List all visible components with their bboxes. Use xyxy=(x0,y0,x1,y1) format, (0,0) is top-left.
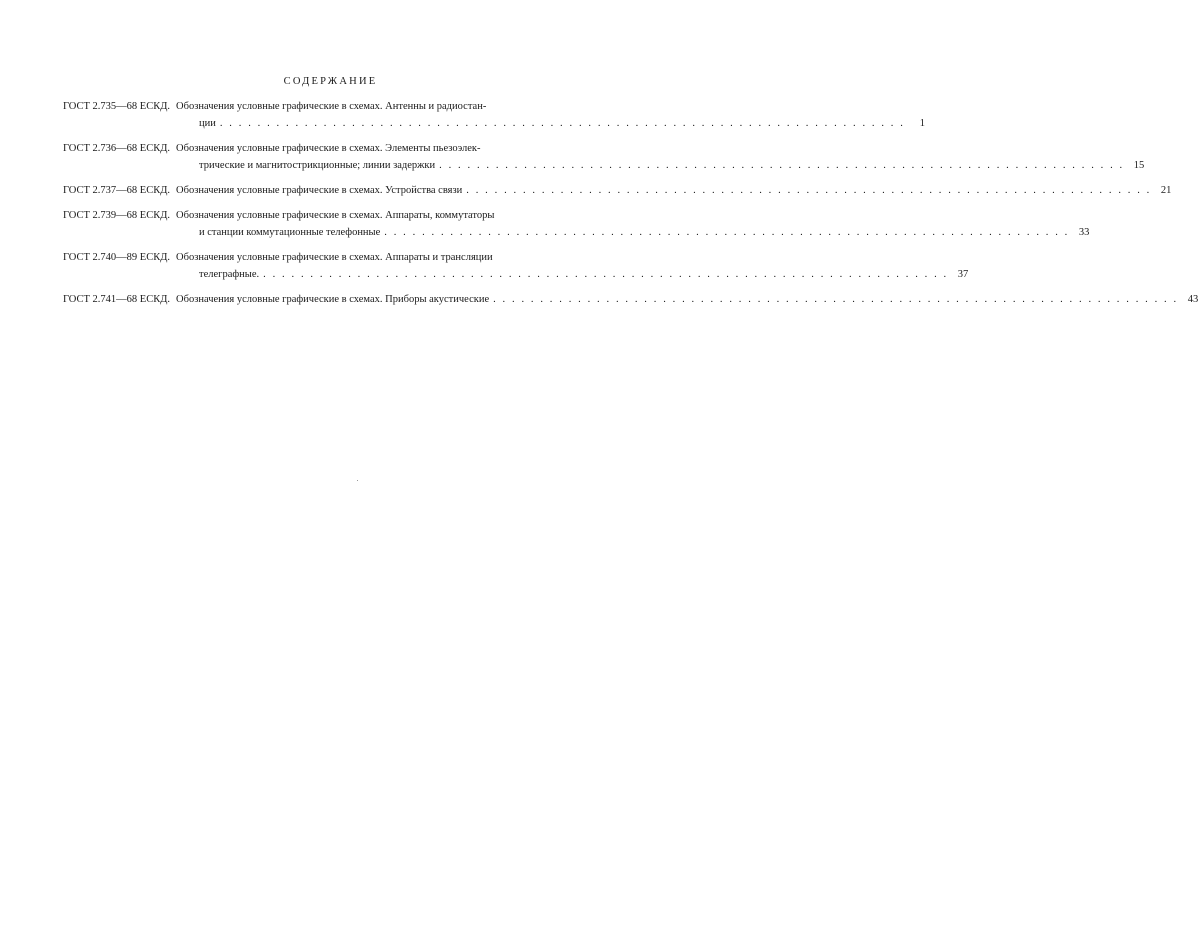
toc-entry-code: ГОСТ 2.741—68 ЕСКД. xyxy=(63,294,171,305)
dot-leader: . . . . . . . . . . . . . . . . . . . . . . . . . . . . . . . . . . . . . . . . . . . . . . . . . . . . . . . . . . . . . . . . . . . . . . . . . xyxy=(493,294,1179,305)
toc-entry-code: ГОСТ 2.739—68 ЕСКД. xyxy=(63,210,171,221)
toc-entry xyxy=(63,291,1198,308)
toc-entry-page: 15 xyxy=(1133,160,1145,171)
dot-leader: . . . . . . . . . . . . . . . . . . . . . . . . . . . . . . . . . . . . . . . . . . . . . . . . . . . . . . . . . . . . . . . . . . . . . . . . . xyxy=(384,227,1070,238)
toc-entry-title: Обозначения условные графические в схемах. Устройства связи xyxy=(176,185,463,196)
toc-entry-title: Обозначения условные графические в схемах. Антенны и радиостан- xyxy=(176,101,487,112)
toc-entry-page: 1 xyxy=(919,118,925,129)
toc-entry xyxy=(63,182,1172,199)
toc-entry-code: ГОСТ 2.740—89 ЕСКД. xyxy=(63,252,171,263)
toc-entry-title: Обозначения условные графические в схемах. Аппараты и трансляции xyxy=(176,252,493,263)
toc-entry xyxy=(63,98,925,132)
toc-entry-title-continued: телеграфные. xyxy=(199,269,260,280)
toc-entry-title: Обозначения условные графические в схемах. Аппараты, коммутаторы xyxy=(176,210,495,221)
toc-entry-title: Обозначения условные графические в схемах. Элементы пьезоэлек- xyxy=(176,143,481,154)
toc-entry-title-continued: трические и магнитострикционные; линии задержки xyxy=(199,160,436,171)
toc-entry-page: 21 xyxy=(1160,185,1172,196)
toc-entry-page: 43 xyxy=(1187,294,1198,305)
toc-entry xyxy=(63,207,1090,241)
toc-entry xyxy=(63,249,969,283)
dot-leader: . . . . . . . . . . . . . . . . . . . . . . . . . . . . . . . . . . . . . . . . . . . . . . . . . . . . . . . . . . . . . . . . . . . . . . . . . xyxy=(219,118,905,129)
dot-leader: . . . . . . . . . . . . . . . . . . . . . . . . . . . . . . . . . . . . . . . . . . . . . . . . . . . . . . . . . . . . . . . . . . . . . . . . . xyxy=(439,160,1125,171)
toc-entry-code: ГОСТ 2.737—68 ЕСКД. xyxy=(63,185,171,196)
scan-speck xyxy=(357,480,358,481)
table-of-contents xyxy=(63,98,1198,316)
toc-title: СОДЕРЖАНИЕ xyxy=(283,76,378,87)
dot-leader: . . . . . . . . . . . . . . . . . . . . . . . . . . . . . . . . . . . . . . . . . . . . . . . . . . . . . . . . . . . . . . . . . . . . . . . . . xyxy=(263,269,949,280)
toc-entry-title-continued: и станции коммутационные телефонные xyxy=(199,227,381,238)
toc-entry-page: 33 xyxy=(1078,227,1090,238)
toc-entry-code: ГОСТ 2.736—68 ЕСКД. xyxy=(63,143,171,154)
toc-entry-title-continued: ции xyxy=(199,118,216,129)
toc-entry-page: 37 xyxy=(957,269,969,280)
dot-leader: . . . . . . . . . . . . . . . . . . . . . . . . . . . . . . . . . . . . . . . . . . . . . . . . . . . . . . . . . . . . . . . . . . . . . . . . . xyxy=(466,185,1152,196)
toc-entry-title: Обозначения условные графические в схемах. Приборы акустические xyxy=(176,294,490,305)
toc-entry xyxy=(63,140,1145,174)
toc-entry-code: ГОСТ 2.735—68 ЕСКД. xyxy=(63,101,171,112)
